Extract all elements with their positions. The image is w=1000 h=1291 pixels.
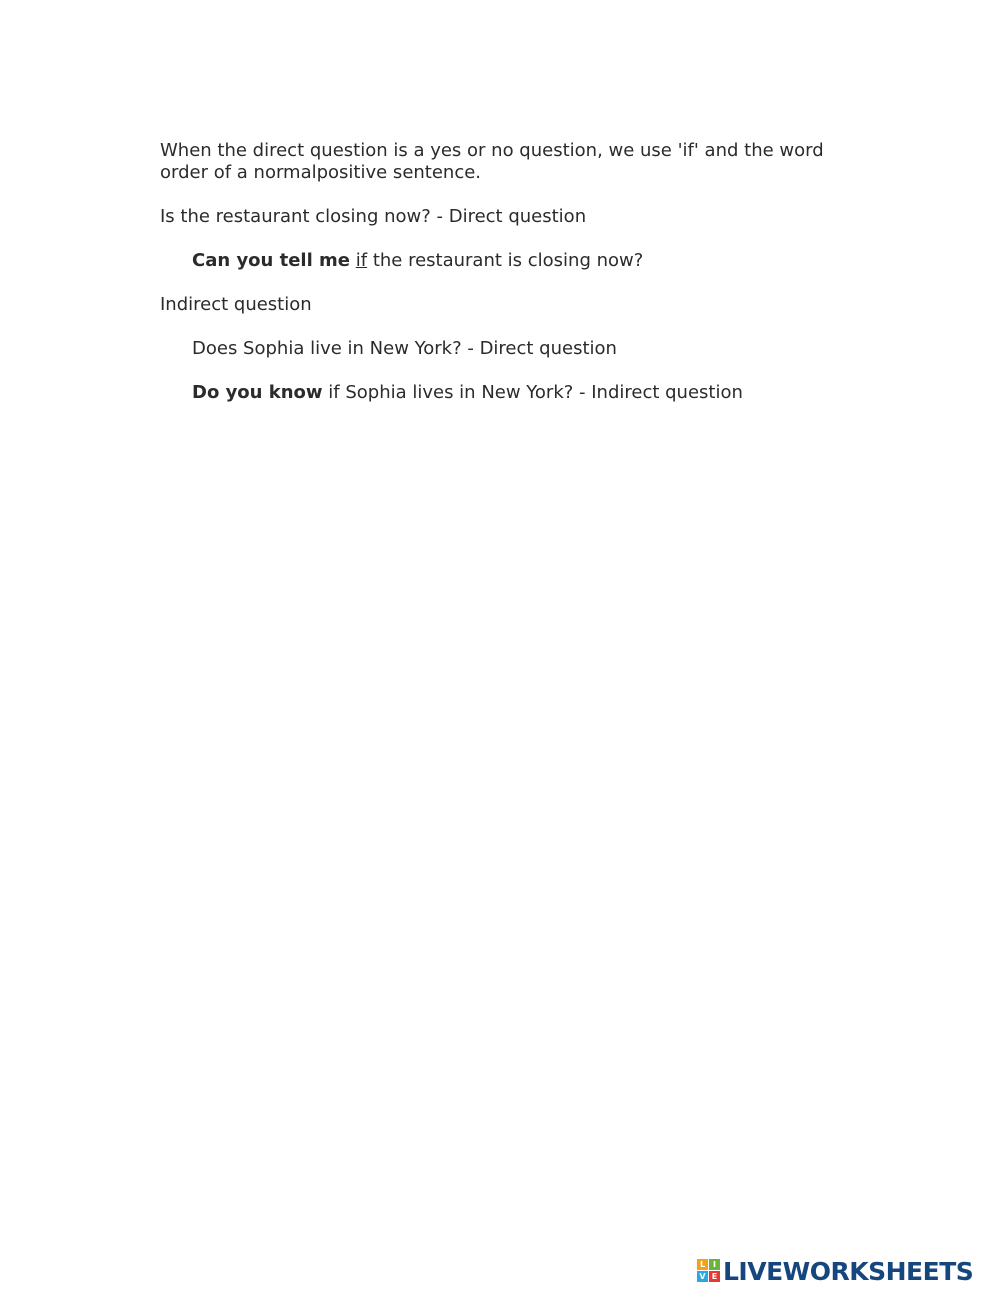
example1-indirect-question: [160, 250, 840, 272]
example2-direct-question: Does Sophia live in New York? - Direct question: [192, 338, 617, 359]
document-body: [160, 140, 840, 426]
example1-phrase-bold: Can you tell me: [192, 250, 351, 271]
example1-indirect-rest: the restaurant is closing now?: [367, 250, 644, 271]
example1-if-underlined: if: [355, 250, 368, 271]
example1-direct-question: Is the restaurant closing now? - Direct question: [160, 206, 587, 227]
liveworksheets-logo: [697, 1256, 973, 1286]
logo-block-i: I: [709, 1259, 720, 1270]
intro-paragraph: When the direct question is a yes or no question, we use 'if' and the word order of a normalpositive sentence.: [160, 140, 824, 183]
example2-indirect-question: [160, 382, 840, 404]
example2-phrase-bold: Do you know: [192, 382, 323, 403]
logo-block-e: E: [709, 1271, 720, 1282]
logo-block-v: V: [697, 1271, 708, 1282]
logo-blocks-icon: [697, 1259, 721, 1283]
logo-block-l: L: [697, 1259, 708, 1270]
example2-indirect-rest: if Sophia lives in New York? - Indirect question: [322, 382, 743, 403]
example1-indirect-label: Indirect question: [160, 294, 312, 315]
logo-text: LIVEWORKSHEETS: [723, 1256, 974, 1286]
